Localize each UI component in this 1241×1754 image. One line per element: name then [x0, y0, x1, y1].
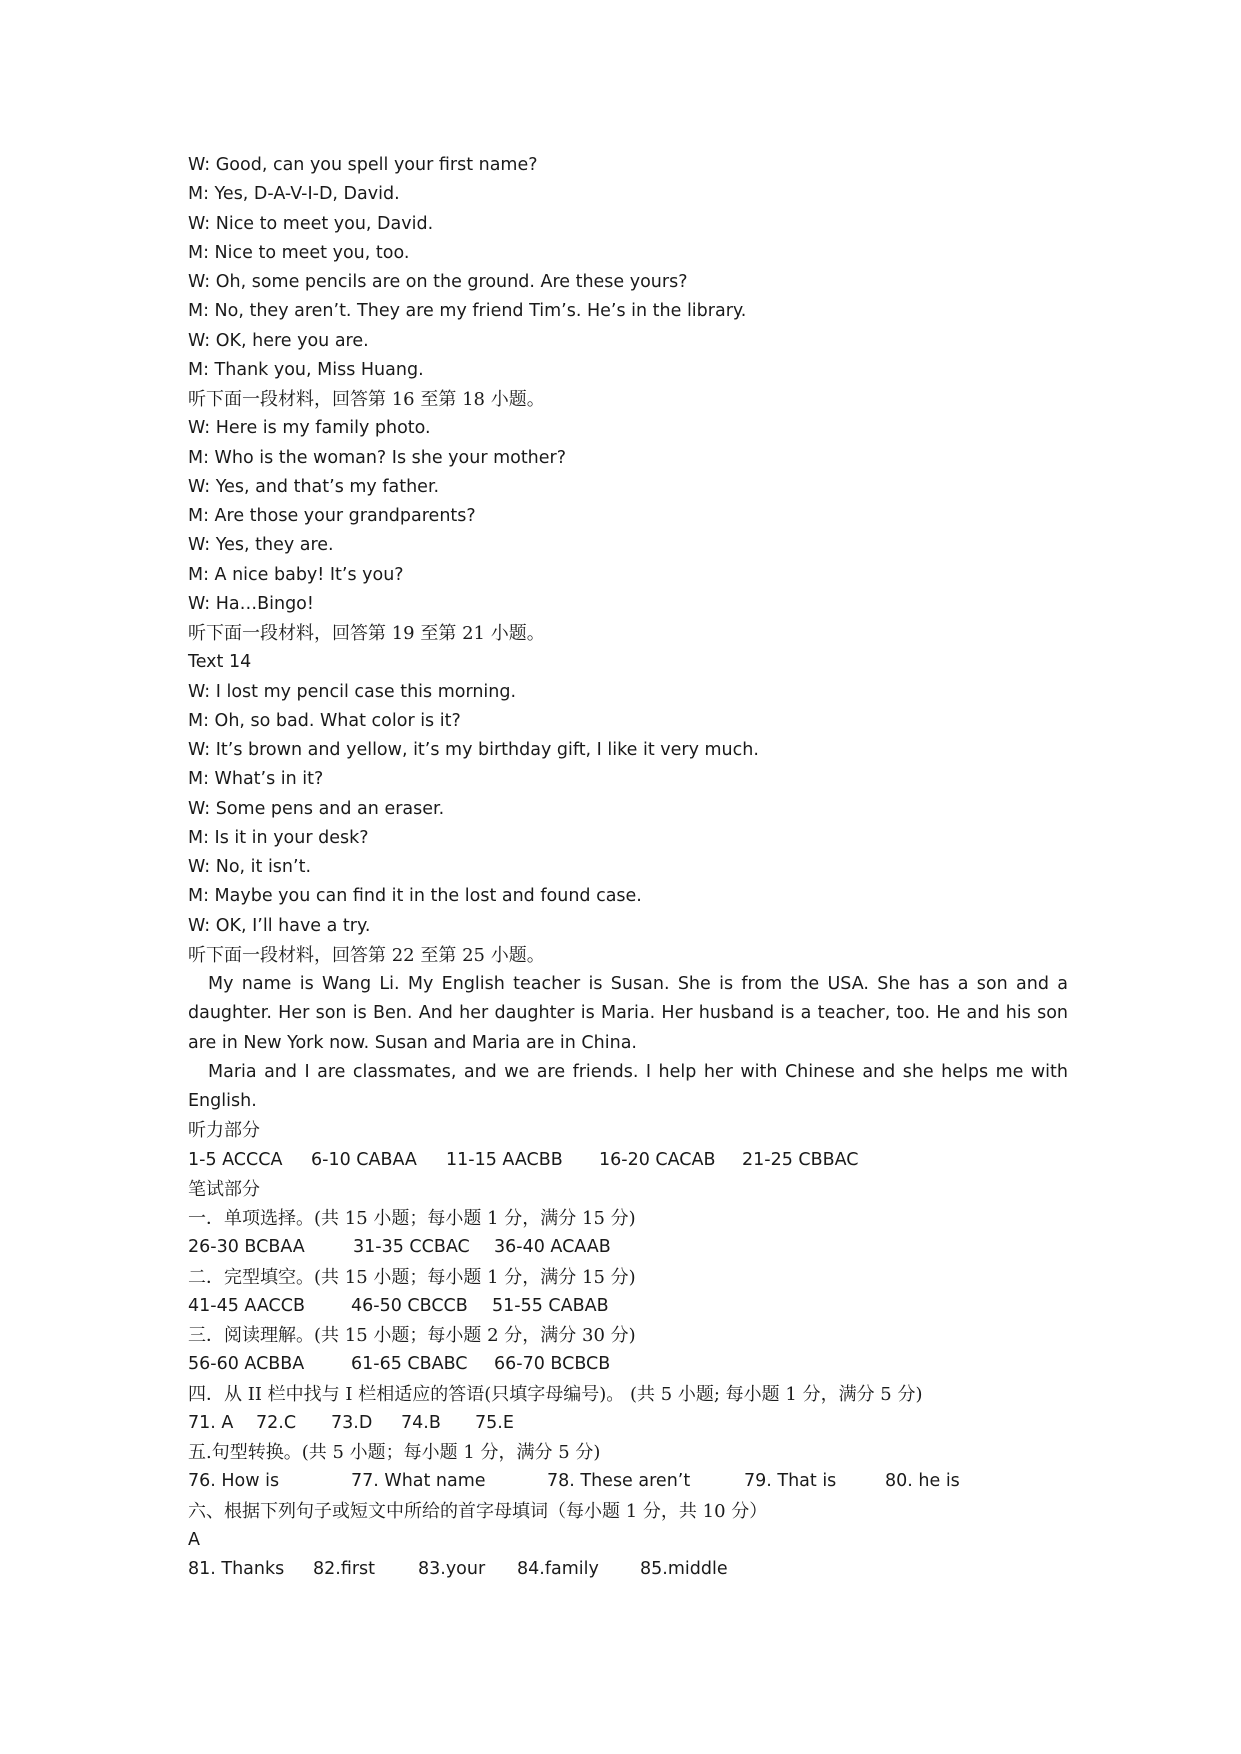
- passage-paragraph: Maria and I are classmates, and we are friends. I help her with Chinese and she helps me with English.: [188, 1061, 1068, 1111]
- dialog-line: M: Oh, so bad. What color is it?: [188, 710, 461, 731]
- section-heading: 听下面一段材料，回答第 16 至第 18 小题。: [188, 389, 545, 410]
- answer-group: 61-65 CBABC: [351, 1354, 468, 1375]
- answer-item: 85.middle: [640, 1559, 728, 1579]
- answer-item: 79. That is: [744, 1471, 837, 1492]
- dialog-line: M: What’s in it?: [188, 769, 324, 790]
- section-title: 六、根据下列句子或短文中所给的首字母填词（每小题 1 分，共 10 分）: [188, 1500, 768, 1522]
- section-title: 三．阅读理解。(共 15 小题；每小题 2 分，满分 30 分): [188, 1325, 636, 1346]
- section-title: 一．单项选择。(共 15 小题；每小题 1 分，满分 15 分): [188, 1208, 636, 1229]
- section-answers: [188, 1409, 1068, 1438]
- dialog-line: W: Here is my family photo.: [188, 418, 431, 439]
- dialog-line: W: OK, I’ll have a try.: [188, 915, 371, 936]
- dialog-line: M: Nice to meet you, too.: [188, 242, 410, 263]
- answer-group: 36-40 ACAAB: [494, 1237, 611, 1258]
- dialog-line: W: I lost my pencil case this morning.: [188, 681, 517, 702]
- answer-group: 1-5 ACCCA: [188, 1149, 283, 1170]
- dialog-line: M: Maybe you can find it in the lost and found case.: [188, 886, 642, 907]
- answer-item: 78. These aren’t: [547, 1471, 691, 1492]
- answer-group: 26-30 BCBAA: [188, 1237, 305, 1258]
- dialog-line: W: No, it isn’t.: [188, 857, 312, 877]
- section-answers: [188, 1350, 1068, 1379]
- answer-group: 21-25 CBBAC: [742, 1149, 859, 1170]
- listening-answers: [188, 1146, 1068, 1175]
- section-answers: [188, 1292, 1068, 1321]
- answer-item: 76. How is: [188, 1471, 280, 1492]
- answer-item: 77. What name: [351, 1471, 486, 1492]
- section-heading: 听下面一段材料，回答第 19 至第 21 小题。: [188, 623, 545, 644]
- part-label: A: [188, 1529, 200, 1550]
- answer-item: 75.E: [475, 1412, 514, 1433]
- dialog-line: M: Is it in your desk?: [188, 827, 369, 848]
- answer-item: 73.D: [331, 1412, 373, 1433]
- dialog-line: W: Some pens and an eraser.: [188, 798, 445, 819]
- section-answers: [188, 1233, 1068, 1262]
- dialog-line: M: A nice baby! It’s you?: [188, 564, 404, 585]
- listening-title: 听力部分: [188, 1120, 260, 1142]
- answer-group: 11-15 AACBB: [446, 1149, 563, 1170]
- answer-item: 82.first: [313, 1559, 376, 1579]
- answer-group: 51-55 CABAB: [492, 1295, 609, 1316]
- dialog-line: W: Ha…Bingo!: [188, 593, 314, 614]
- answer-item: 72.C: [256, 1412, 297, 1433]
- dialog-line: W: Good, can you spell your first name?: [188, 155, 538, 175]
- answer-group: 46-50 CBCCB: [351, 1295, 468, 1316]
- answer-item: 74.B: [401, 1412, 441, 1433]
- dialog-line: M: Who is the woman? Is she your mother?: [188, 447, 567, 468]
- answer-item: 81. Thanks: [188, 1559, 285, 1579]
- dialog-line: W: Nice to meet you, David.: [188, 213, 434, 234]
- dialog-line: W: Oh, some pencils are on the ground. Are these yours?: [188, 272, 688, 292]
- section-title: 五.句型转换。(共 5 小题；每小题 1 分，满分 5 分): [188, 1442, 601, 1463]
- answer-group: 6-10 CABAA: [311, 1149, 417, 1170]
- written-title: 笔试部分: [188, 1178, 260, 1200]
- dialog-line: M: Thank you, Miss Huang.: [188, 359, 424, 380]
- section-title: 四．从 II 栏中找与 I 栏相适应的答语(只填字母编号)。 (共 5 小题; 每小题 1 分，满分 5 分): [188, 1383, 923, 1405]
- section-answers: [188, 1555, 1068, 1584]
- document-body: [188, 151, 1068, 1584]
- dialog-line: W: Yes, and that’s my father.: [188, 476, 440, 497]
- answer-group: 56-60 ACBBA: [188, 1354, 305, 1375]
- dialog-line: M: Yes, D-A-V-I-D, David.: [188, 184, 400, 205]
- answer-item: 84.family: [517, 1559, 599, 1579]
- section-answers: [188, 1467, 1068, 1496]
- answer-group: 16-20 CACAB: [599, 1149, 716, 1170]
- dialog-line: W: It’s brown and yellow, it’s my birthday gift, I like it very much.: [188, 740, 759, 760]
- dialog-line: W: Yes, they are.: [188, 535, 334, 556]
- dialog-line: M: Are those your grandparents?: [188, 506, 476, 526]
- answer-group: 41-45 AACCB: [188, 1295, 305, 1316]
- section-heading: 听下面一段材料，回答第 22 至第 25 小题。: [188, 944, 545, 966]
- passage-paragraph: My name is Wang Li. My English teacher is Susan. She is from the USA. She has a son and a daughter. Her son is Ben. And her daughter is Maria. Her husband is a teacher, too. He and his son are in New York now. Susan and Maria are in China.: [188, 974, 1068, 1053]
- answer-item: 83.your: [418, 1559, 486, 1579]
- answer-group: 31-35 CCBAC: [353, 1237, 470, 1258]
- answer-item: 71. A: [188, 1412, 234, 1433]
- dialog-line: W: OK, here you are.: [188, 330, 369, 351]
- answer-item: 80. he is: [885, 1471, 960, 1492]
- section-title: 二．完型填空。(共 15 小题；每小题 1 分，满分 15 分): [188, 1266, 636, 1288]
- dialog-line: M: No, they aren’t. They are my friend Tim’s. He’s in the library.: [188, 301, 747, 322]
- text-label: Text 14: [188, 652, 252, 673]
- answer-group: 66-70 BCBCB: [494, 1354, 611, 1375]
